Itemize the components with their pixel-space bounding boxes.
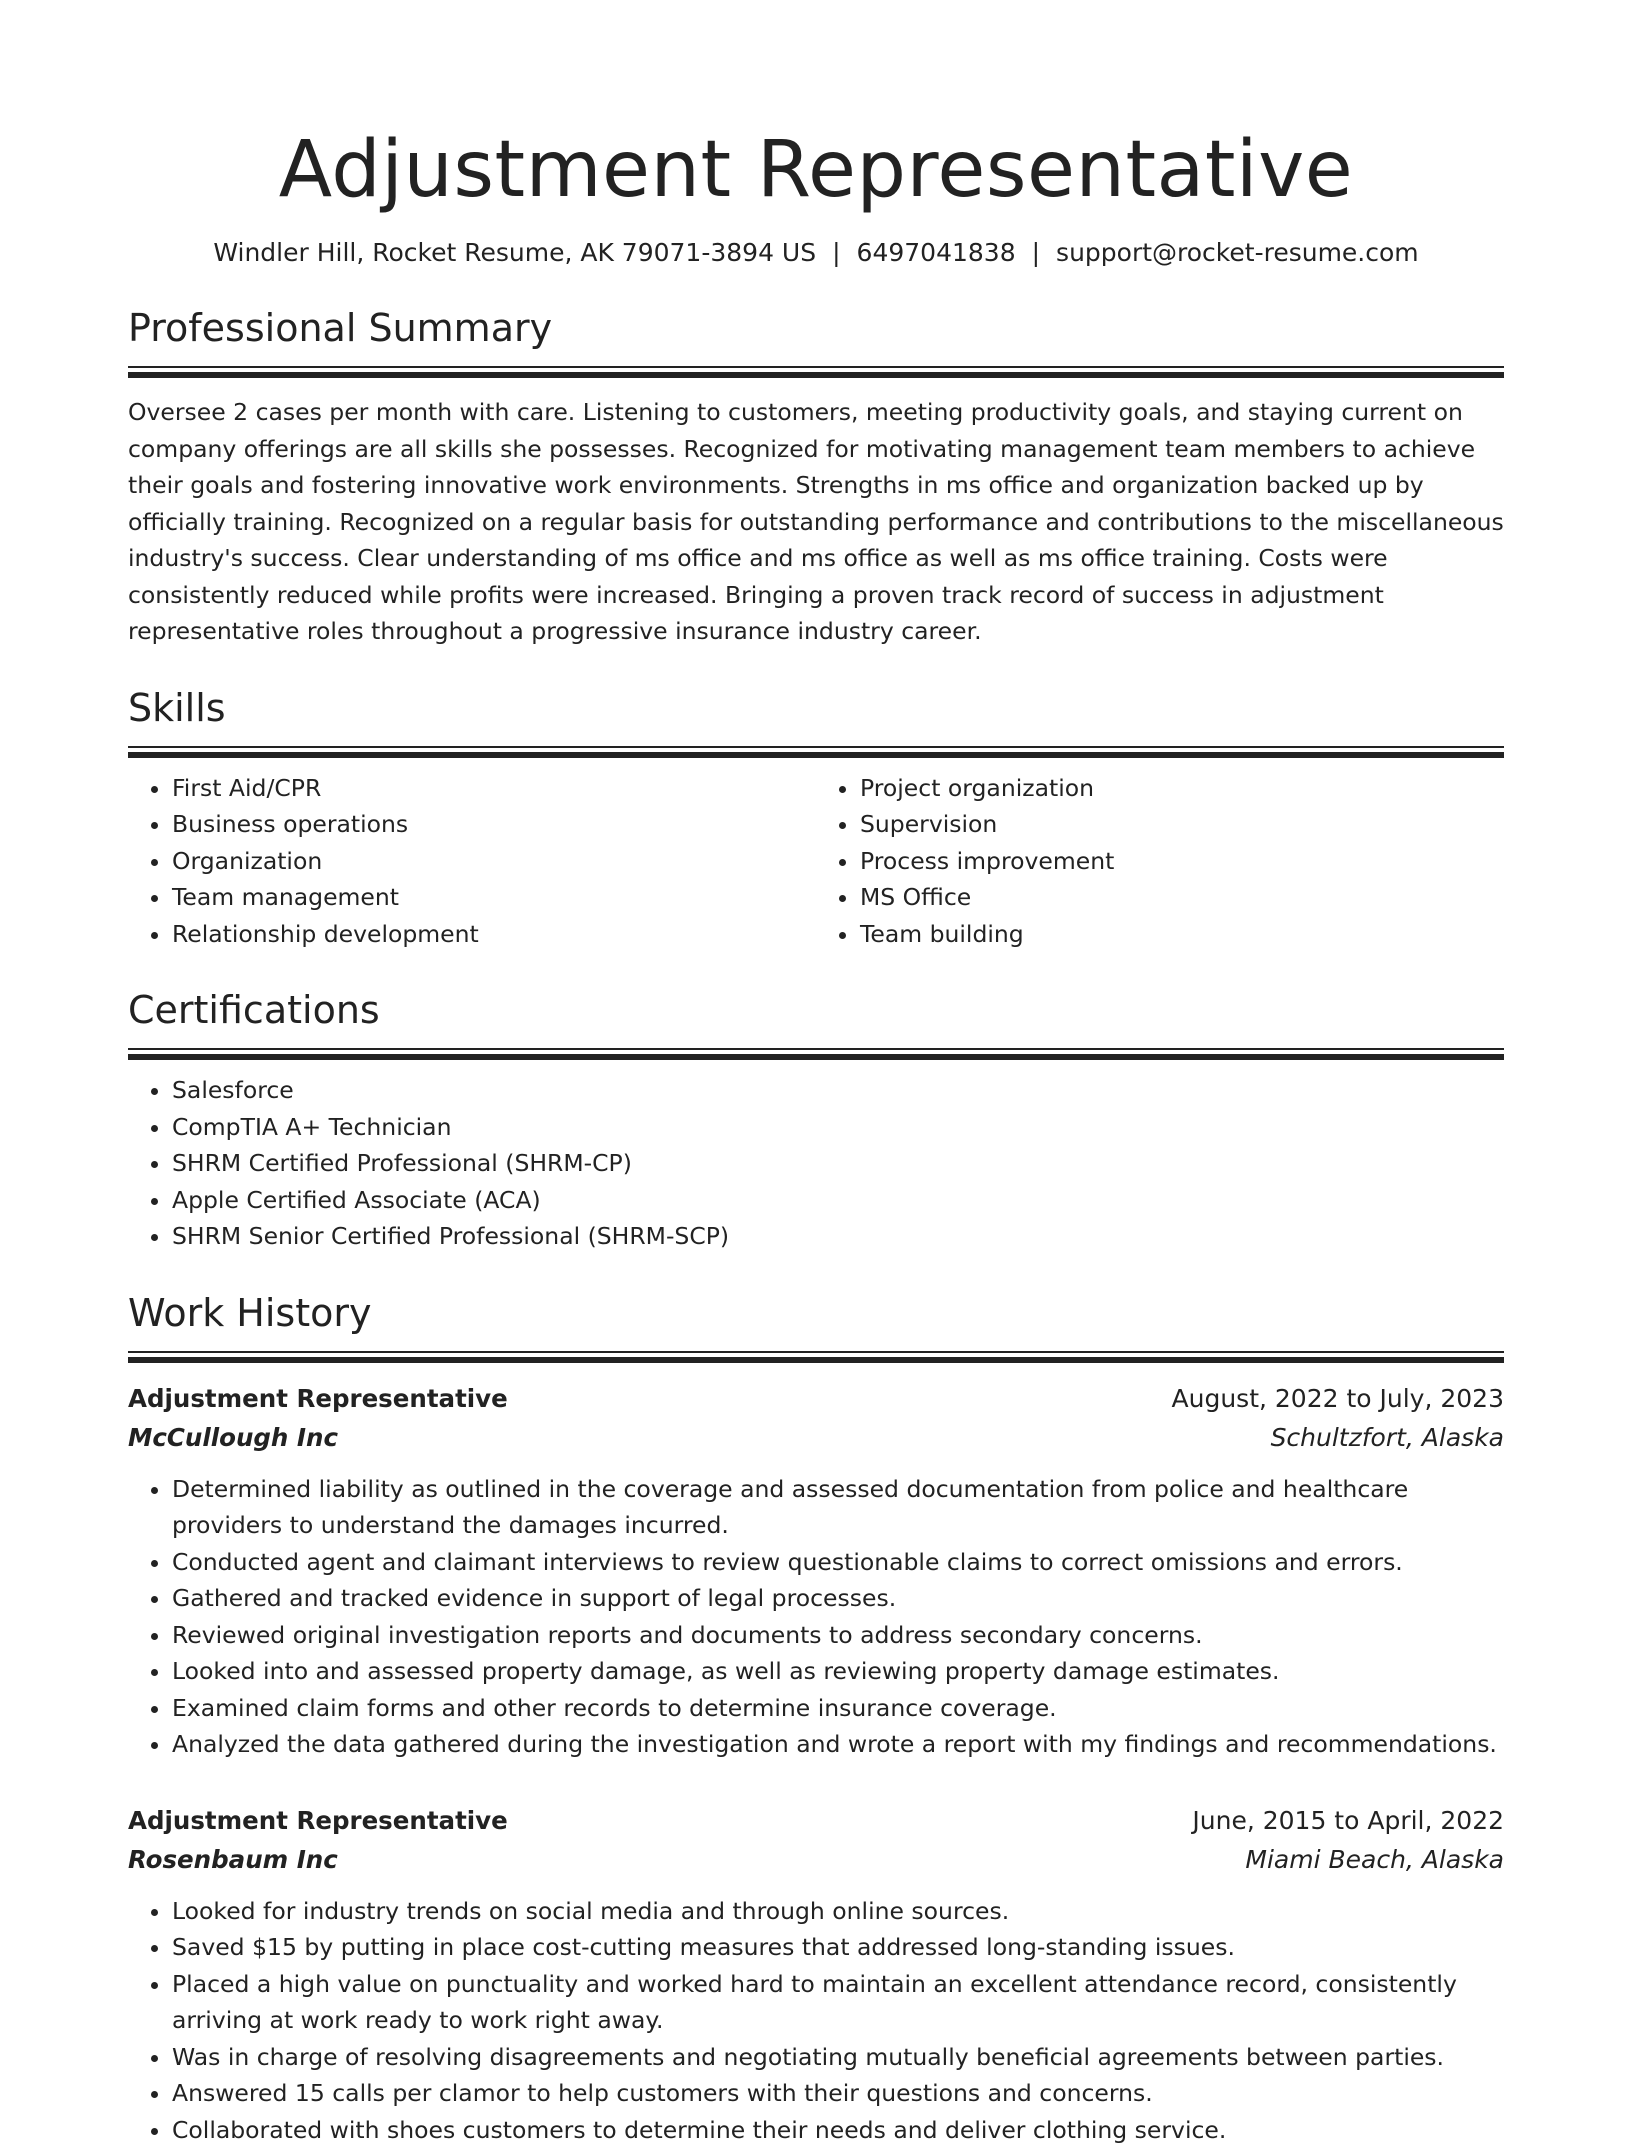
certification-item: • Apple Certified Associate (ACA) [172,1182,1504,1219]
job-bullet: • Looked for industry trends on social media and through online sources. [172,1893,1504,1930]
job-company-row [128,1841,1504,1879]
job-bullet: • Looked into and assessed property damage, as well as reviewing property damage estimates. [172,1653,1504,1690]
job-title: Adjustment Representative [128,1379,508,1419]
job-dates: June, 2015 to April, 2022 [1192,1801,1504,1841]
section-divider [128,1351,1504,1363]
skills-list-right [816,770,1504,953]
certifications-list [128,1072,1504,1255]
contact-address: Windler Hill, Rocket Resume, AK 79071-3894 US [213,238,816,267]
job-location: Schultzfort, Alaska [1271,1419,1504,1457]
job-header-row [128,1801,1504,1841]
contact-phone: 6497041838 [857,238,1016,267]
resume-name: Adjustment Representative [128,120,1504,220]
job-bullets [128,1893,1504,2148]
job-bullet: • Reviewed original investigation reports and documents to address secondary concerns. [172,1617,1504,1654]
job-title: Adjustment Representative [128,1801,508,1841]
resume-page [128,0,1504,2148]
section-title-summary: Professional Summary [128,304,1504,352]
job-bullet: • Collaborated with shoes customers to determine their needs and deliver clothing service. [172,2112,1504,2148]
job-location: Miami Beach, Alaska [1245,1841,1504,1879]
contact-separator: | [1016,236,1056,270]
contact-line [128,236,1504,270]
skills-section [128,684,1504,953]
contact-separator: | [816,236,856,270]
skill-item: • Organization [172,843,816,880]
job-bullets [128,1471,1504,1763]
job-bullet: • Conducted agent and claimant interviews to review questionable claims to correct omissions and errors. [172,1544,1504,1581]
section-title-work-history: Work History [128,1289,1504,1337]
job-bullet: • Gathered and tracked evidence in support of legal processes. [172,1580,1504,1617]
skill-item: • Process improvement [860,843,1504,880]
job-header-row [128,1379,1504,1419]
job-entry [128,1379,1504,1763]
section-title-skills: Skills [128,684,1504,732]
skills-columns [128,770,1504,953]
work-history-section [128,1289,1504,2148]
certification-item: • CompTIA A+ Technician [172,1109,1504,1146]
skill-item: • Project organization [860,770,1504,807]
certification-item: • SHRM Senior Certified Professional (SHRM-SCP) [172,1218,1504,1255]
job-company: Rosenbaum Inc [128,1841,338,1879]
section-title-certifications: Certifications [128,986,1504,1034]
summary-section [128,304,1504,650]
skill-item: • First Aid/CPR [172,770,816,807]
job-bullet: • Placed a high value on punctuality and worked hard to maintain an excellent attendance record, consistently arriving at work ready to work right away. [172,1966,1504,2039]
job-bullet: • Saved $15 by putting in place cost-cutting measures that addressed long-standing issues. [172,1929,1504,1966]
job-dates: August, 2022 to July, 2023 [1172,1379,1504,1419]
section-divider [128,366,1504,378]
job-bullet: • Determined liability as outlined in the coverage and assessed documentation from police and healthcare providers to understand the damages incurred. [172,1471,1504,1544]
skill-item: • Team management [172,879,816,916]
skill-item: • MS Office [860,879,1504,916]
section-divider [128,1048,1504,1060]
skill-item: • Business operations [172,806,816,843]
summary-text: Oversee 2 cases per month with care. Listening to customers, meeting productivity goals, and staying current on company offerings are all skills she possesses. Recognized for motivating management team members to achieve their goals and fostering innovative work environments. Strengths in ms office and organization backed up by officially training. Recognized on a regular basis for outstanding performance and contributions to the miscellaneous industry's success. Clear understanding of ms office and ms office as well as ms office training. Costs were consistently reduced while profits were increased. Bringing a proven track record of success in adjustment representative roles throughout a progressive insurance industry career. [128,394,1504,650]
job-bullet: • Examined claim forms and other records to determine insurance coverage. [172,1690,1504,1727]
skills-list-left [128,770,816,953]
certification-item: • SHRM Certified Professional (SHRM-CP) [172,1145,1504,1182]
section-divider [128,746,1504,758]
certifications-section [128,986,1504,1255]
job-company-row [128,1419,1504,1457]
skill-item: • Supervision [860,806,1504,843]
job-entry [128,1801,1504,2148]
contact-email: support@rocket-resume.com [1056,238,1419,267]
job-bullet: • Answered 15 calls per clamor to help customers with their questions and concerns. [172,2075,1504,2112]
job-bullet: • Was in charge of resolving disagreements and negotiating mutually beneficial agreements between parties. [172,2039,1504,2076]
skill-item: • Relationship development [172,916,816,953]
certification-item: • Salesforce [172,1072,1504,1109]
job-bullet: • Analyzed the data gathered during the investigation and wrote a report with my findings and recommendations. [172,1726,1504,1763]
job-company: McCullough Inc [128,1419,338,1457]
skill-item: • Team building [860,916,1504,953]
